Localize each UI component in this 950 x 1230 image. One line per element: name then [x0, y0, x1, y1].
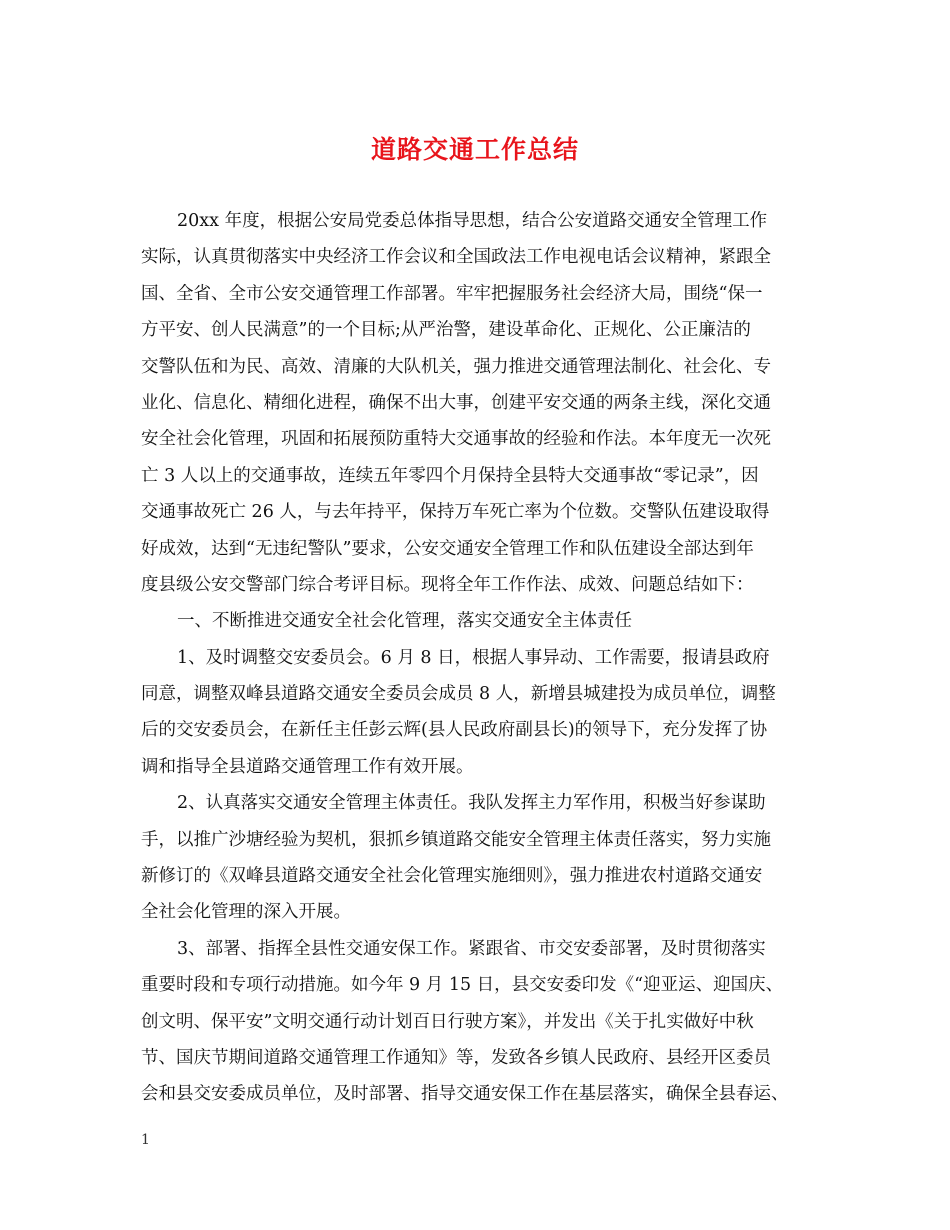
text-line: 节、国庆节期间道路交通管理工作通知》等，发致各乡镇人民政府、县经开区委员: [141, 1047, 771, 1068]
text-line: 20xx 年度，根据公安局党委总体指导思想，结合公安道路交通安全管理工作: [177, 211, 768, 231]
text-line: 安全社会化管理，巩固和拓展预防重特大交通事故的经验和作法。本年度无一次死: [141, 429, 771, 450]
text-line: 交通事故死亡 26 人，与去年持平，保持万车死亡率为个位数。交警队伍建设取得: [141, 502, 770, 523]
text-line: 业化、信息化、精细化进程，确保不出大事，创建平安交通的两条主线，深化交通: [141, 392, 771, 413]
text-line: 新修订的《双峰县道路交通安全社会化管理实施细则》，强力推进农村道路交通安: [141, 866, 763, 887]
text-line: 实际，认真贯彻落实中央经济工作会议和全国政法工作电视电话会议精神，紧跟全: [141, 247, 771, 268]
document-title: 道路交通工作总结: [370, 135, 579, 164]
text-line: 创文明、保平安”文明交通行动计划百日行驶方案》，并发出《关于扎实做好中秋: [141, 1011, 754, 1032]
text-line: 手，以推广沙塘经验为契机，狠抓乡镇道路交能安全管理主体责任落实，努力实施: [141, 829, 771, 850]
text-line: 会和县交安委成员单位，及时部署、指导交通安保工作在基层落实，确保全县春运、: [141, 1084, 789, 1105]
text-line: 同意，调整双峰县道路交通安全委员会成员 8 人，新增县城建投为成员单位，调整: [141, 684, 776, 705]
text-line: 好成效，达到“无违纪警队”要求，公安交通安全管理工作和队伍建设全部达到年: [141, 538, 754, 559]
text-line: 1、及时调整交安委员会。6 月 8 日，根据人事异动、工作需要，报请县政府: [177, 647, 770, 668]
text-line: 全社会化管理的深入开展。: [141, 902, 351, 923]
text-line: 度县级公安交警部门综合考评目标。现将全年工作作法、成效、问题总结如下：: [141, 574, 754, 595]
page-number: 1: [141, 1132, 150, 1148]
text-line: 调和指导全县道路交通管理工作有效开展。: [141, 756, 474, 777]
text-line: 2、认真落实交通安全管理主体责任。我队发挥主力军作用，积极当好参谋助: [177, 793, 766, 814]
text-line: 方平安、创人民满意”的一个目标;从严治警，建设革命化、正规化、公正廉洁的: [141, 320, 751, 341]
text-line: 3、部署、指挥全县性交通安保工作。紧跟省、市交安委部署，及时贯彻落实: [177, 938, 766, 959]
section-heading: 一、不断推进交通安全社会化管理，落实交通安全主体责任: [177, 611, 632, 632]
text-line: 国、全省、全市公安交通管理工作部署。牢牢把握服务社会经济大局，围绕“保一: [141, 283, 763, 304]
text-line: 后的交安委员会，在新任主任彭云辉(县人民政府副县长)的领导下，充分发挥了协: [141, 720, 768, 741]
text-line: 交警队伍和为民、高效、清廉的大队机关，强力推进交通管理法制化、社会化、专: [141, 356, 771, 377]
text-line: 重要时段和专项行动措施。如今年 9 月 15 日，县交安委印发《“迎亚运、迎国庆、: [141, 975, 784, 996]
document-body: [141, 203, 811, 1113]
text-line: 亡 3 人以上的交通事故，连续五年零四个月保持全县特大交通事故“零记录”，因: [141, 465, 759, 486]
